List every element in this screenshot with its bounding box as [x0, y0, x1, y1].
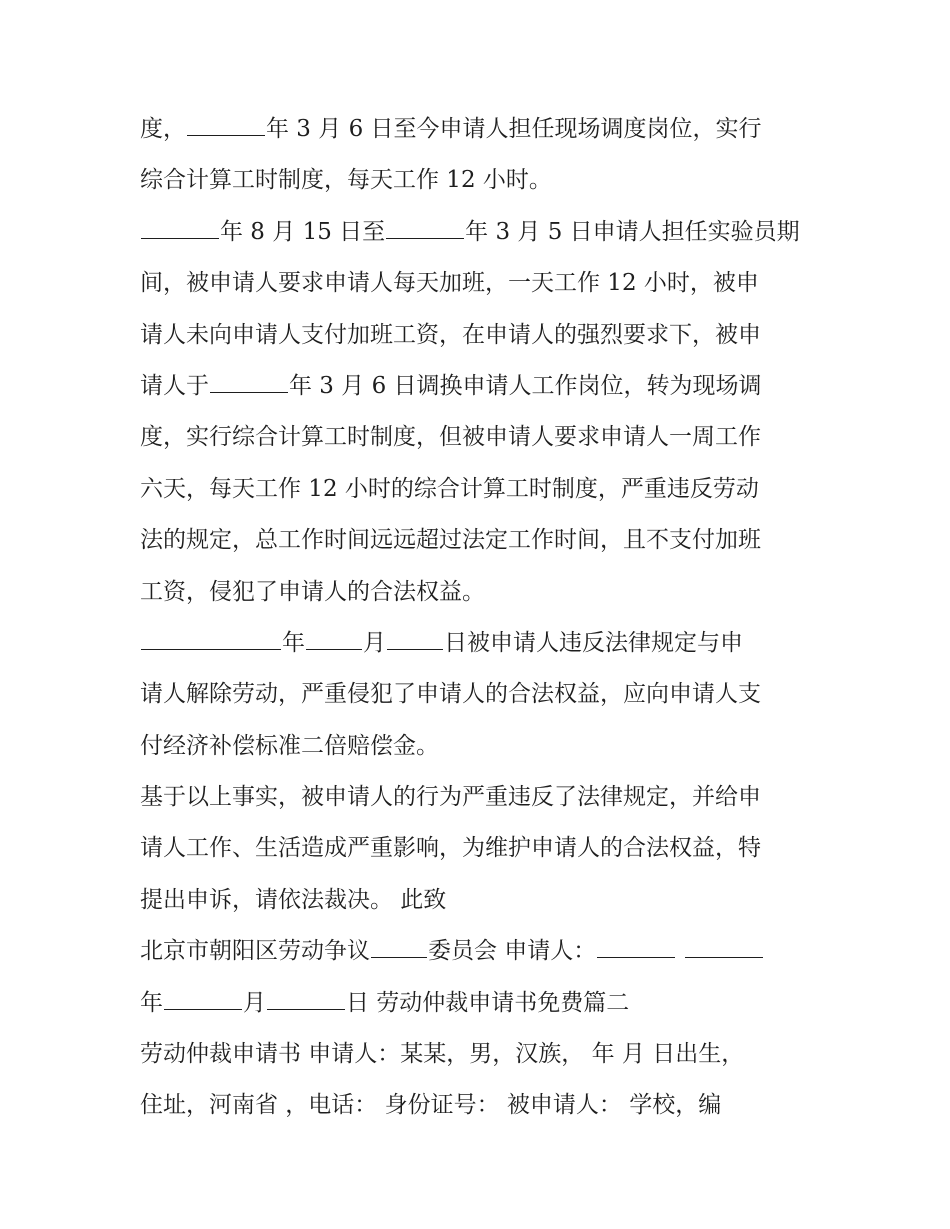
text-segment: 间，被申请人要求申请人每天加班，一天工作 12 小时，被申: [140, 270, 759, 297]
text-segment: 度，实行综合计算工时制度，但被申请人要求申请人一周工作: [140, 424, 761, 451]
text-segment: 法的规定，总工作时间远远超过法定工作时间，且不支付加班: [140, 527, 761, 554]
text-segment: 请人于: [140, 372, 209, 399]
text-segment: 付经济补偿标准二倍赔偿金。: [140, 732, 439, 759]
text-segment: 六天，每天工作 12 小时的综合计算工时制度，严重违反劳动: [140, 475, 759, 502]
text-line: [140, 104, 820, 155]
fill-in-blank: [387, 629, 443, 650]
text-line: [140, 310, 820, 361]
text-segment: 年 3 月 5 日申请人担任实验员期: [465, 218, 800, 245]
text-line: [140, 823, 820, 874]
text-segment: 请人未向申请人支付加班工资，在申请人的强烈要求下，被申: [140, 321, 761, 348]
fill-in-blank: [685, 937, 763, 958]
text-segment: 日 劳动仲裁申请书免费篇二: [346, 989, 630, 1016]
text-segment: 劳动仲裁申请书 申请人：某某，男，汉族， 年 月 日出生，: [140, 1041, 745, 1068]
text-segment: 年: [140, 989, 163, 1016]
text-segment: 月: [243, 989, 266, 1016]
text-line: [140, 772, 820, 823]
fill-in-blank: [371, 937, 427, 958]
fill-in-blank: [306, 629, 362, 650]
text-segment: 工资，侵犯了申请人的合法权益。: [140, 578, 485, 605]
text-segment: 年 3 月 6 日调换申请人工作岗位，转为现场调: [289, 372, 762, 399]
fill-in-blank: [187, 115, 265, 136]
text-line: [140, 978, 820, 1029]
text-line: [140, 669, 820, 720]
text-segment: 委员会 申请人：: [428, 938, 597, 965]
text-segment: 住址，河南省 ，电话： 身份证号： 被申请人： 学校，编: [140, 1092, 722, 1119]
text-line: [140, 515, 820, 566]
document-body: [140, 104, 820, 1132]
fill-in-blank: [210, 372, 288, 393]
text-line: [140, 155, 820, 206]
text-line: [140, 618, 820, 669]
fill-in-blank: [141, 629, 281, 650]
text-segment: 请人解除劳动，严重侵犯了申请人的合法权益，应向申请人支: [140, 681, 761, 708]
text-segment: 北京市朝阳区劳动争议: [140, 938, 370, 965]
text-segment: 基于以上事实，被申请人的行为严重违反了法律规定，并给申: [140, 784, 761, 811]
text-segment: 年 8 月 15 日至: [220, 218, 386, 245]
text-segment: 月: [363, 629, 386, 656]
text-line: [140, 361, 820, 412]
fill-in-blank: [164, 989, 242, 1010]
text-line: [140, 926, 820, 977]
text-line: [140, 875, 820, 926]
text-line: [140, 207, 820, 258]
fill-in-blank: [267, 989, 345, 1010]
text-line: [140, 567, 820, 618]
text-segment: 提出申诉，请依法裁决。 此致: [140, 886, 447, 913]
text-segment: 请人工作、生活造成严重影响，为维护申请人的合法权益，特: [140, 835, 761, 862]
text-segment: 年: [282, 629, 305, 656]
fill-in-blank: [597, 937, 675, 958]
text-segment: 度，: [140, 116, 186, 142]
text-segment: 年 3 月 6 日至今申请人担任现场调度岗位，实行: [266, 116, 762, 142]
text-segment: 日被申请人违反法律规定与申: [444, 629, 743, 656]
text-line: [140, 464, 820, 515]
text-line: [140, 258, 820, 309]
text-line: [140, 1080, 820, 1131]
text-line: [140, 1029, 820, 1080]
text-line: [140, 721, 820, 772]
fill-in-blank: [141, 218, 219, 239]
text-segment: 综合计算工时制度，每天工作 12 小时。: [140, 167, 552, 194]
fill-in-blank: [386, 218, 464, 239]
text-line: [140, 412, 820, 463]
